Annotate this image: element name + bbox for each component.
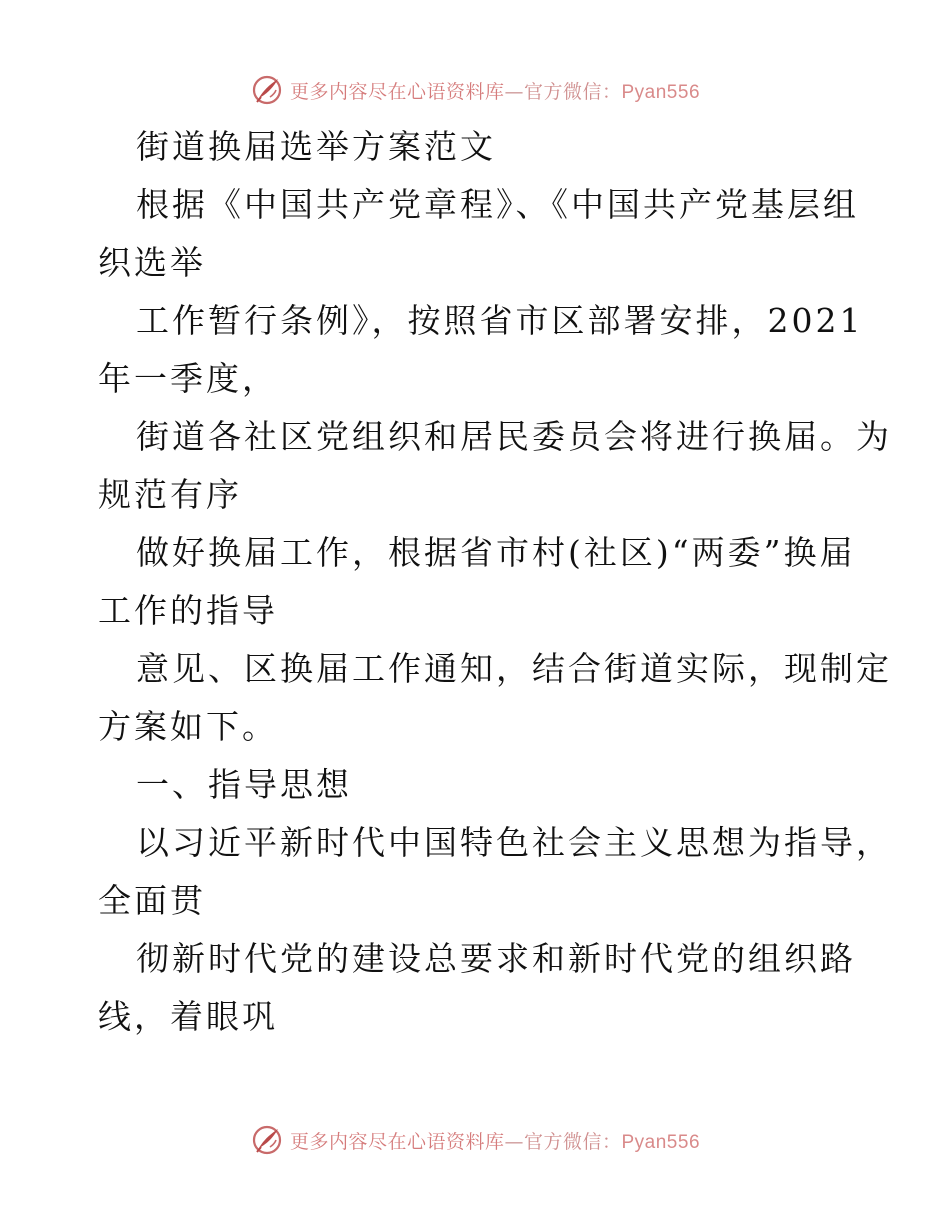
watermark-wechat-id: Pyan556 <box>621 81 701 103</box>
watermark-separator: — <box>504 80 524 103</box>
paragraph-line: 工作暂行条例》，按照省市区部署安排，2021 <box>136 301 864 340</box>
header-watermark <box>0 70 950 110</box>
watermark-wechat-id: Pyan556 <box>621 1131 701 1153</box>
watermark-label: 官方微信： <box>523 1130 622 1153</box>
paragraph-line: 街道各社区党组织和居民委员会将进行换届。为 <box>136 417 892 456</box>
quill-logo-icon <box>250 73 284 107</box>
paragraph-line: 年一季度， <box>98 359 278 398</box>
watermark-label: 官方微信： <box>523 80 622 103</box>
footer-watermark <box>0 1120 950 1160</box>
paragraph-line: 街道换届选举方案范文 <box>136 127 496 166</box>
paragraph-line: 彻新时代党的建设总要求和新时代党的组织路 <box>136 939 856 978</box>
paragraph-line: 织选举 <box>98 243 206 282</box>
paragraph-line: 全面贯 <box>98 881 206 920</box>
watermark-text <box>290 77 700 104</box>
paragraph-line: 根据《中国共产党章程》、《中国共产党基层组 <box>136 185 859 224</box>
watermark-separator: — <box>504 1130 524 1153</box>
paragraph-line: 以习近平新时代中国特色社会主义思想为指导， <box>136 823 892 862</box>
watermark-site: 更多内容尽在心语资料库 <box>289 80 505 103</box>
watermark-text <box>290 1127 700 1154</box>
paragraph-line: 做好换届工作，根据省市村(社区)“两委”换届 <box>136 533 856 572</box>
paragraph-line: 意见、区换届工作通知，结合街道实际，现制定 <box>136 649 892 688</box>
watermark-site: 更多内容尽在心语资料库 <box>289 1130 505 1153</box>
paragraph-line: 线，着眼巩 <box>98 997 278 1036</box>
document-body <box>98 118 892 1046</box>
paragraph-line: 一、指导思想 <box>136 765 352 804</box>
paragraph-line: 方案如下。 <box>98 707 278 746</box>
paragraph-line: 工作的指导 <box>98 591 278 630</box>
paragraph-line: 规范有序 <box>98 475 242 514</box>
quill-logo-icon <box>250 1123 284 1157</box>
